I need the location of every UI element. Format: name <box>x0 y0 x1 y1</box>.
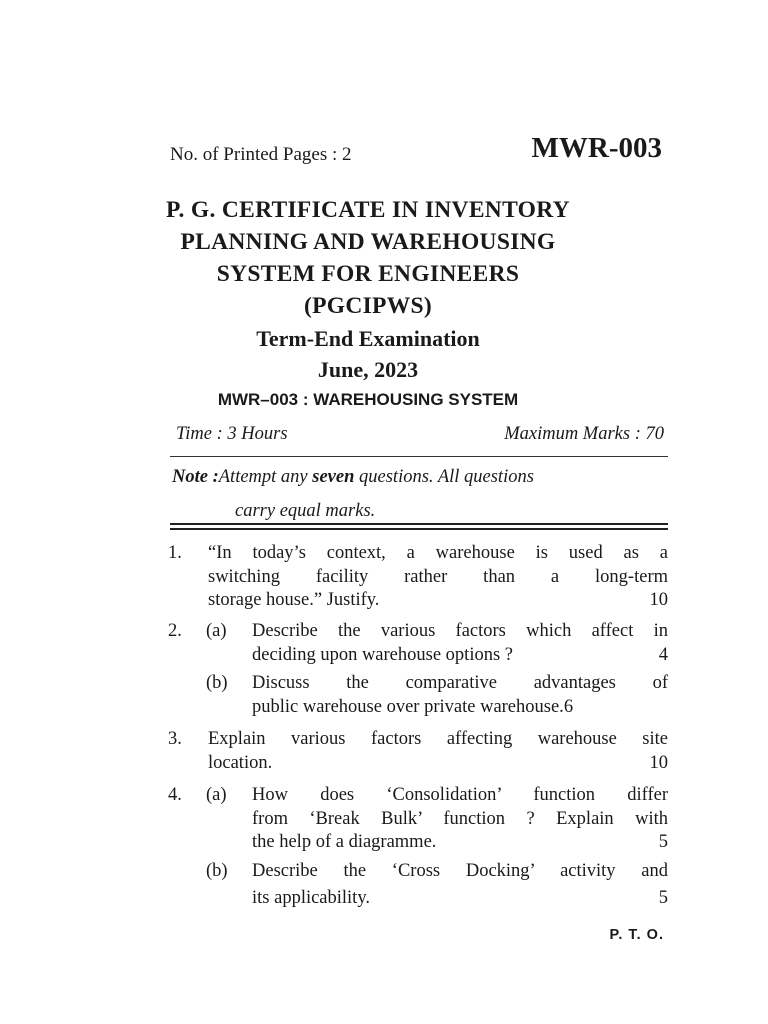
question-part-a <box>206 784 668 855</box>
printed-pages-count: No. of Printed Pages : 2 <box>170 144 352 165</box>
question-part-a <box>206 620 668 667</box>
question-text-line: “In today’s context, a warehouse is used as a <box>208 543 668 563</box>
question-text-line: its applicability. <box>252 888 371 908</box>
question-text-line: deciding upon warehouse options ? <box>252 644 513 665</box>
question-marks: 5 <box>658 888 668 908</box>
divider-double-upper <box>170 523 668 525</box>
part-label: (b) <box>206 860 228 881</box>
question-4 <box>168 784 668 911</box>
paper-code: MWR-003 <box>531 132 662 164</box>
title-block <box>150 194 586 413</box>
please-turn-over: P. T. O. <box>609 927 664 943</box>
note-text-line-2: carry equal marks. <box>235 501 376 521</box>
question-text-line: switching facility rather than a long-term <box>208 566 668 587</box>
note-emphasis: seven <box>312 467 355 487</box>
question-text-line: public warehouse over private warehouse. <box>252 696 564 717</box>
question-marks: 5 <box>658 832 668 852</box>
note-text-pre: Attempt any <box>218 467 313 487</box>
instructions-note <box>172 460 668 528</box>
question-text-line: Describe the various factors which affect in <box>252 621 668 641</box>
divider-double-lower <box>170 528 668 530</box>
question-text-line: How does ‘Consolidation’ function differ <box>252 785 668 805</box>
part-label: (a) <box>206 621 227 641</box>
exam-date: June, 2023 <box>317 357 419 382</box>
question-part-b <box>206 672 668 719</box>
question-marks: 10 <box>649 590 668 610</box>
question-number: 1. <box>168 543 182 563</box>
question-part-b <box>206 860 668 911</box>
question-number: 4. <box>168 785 182 805</box>
question-text-line: storage house.” Justify. <box>208 590 380 610</box>
question-marks: 10 <box>649 752 668 773</box>
question-text-line: Describe the ‘Cross Docking’ activity and <box>252 860 668 881</box>
question-1 <box>168 542 668 613</box>
question-number: 2. <box>168 621 182 641</box>
question-number: 3. <box>168 729 182 749</box>
question-text-line: from ‘Break Bulk’ function ? Explain with <box>252 808 668 829</box>
course-title: MWR–003 : WAREHOUSING SYSTEM <box>217 390 519 409</box>
question-text-line: Discuss the comparative advantages of <box>252 673 668 693</box>
question-text-line: Explain various factors affecting warehouse site <box>208 729 668 749</box>
programme-abbreviation: (PGCIPWS) <box>303 293 433 319</box>
question-3 <box>168 728 668 775</box>
programme-title-line-3: SYSTEM FOR ENGINEERS <box>216 261 520 287</box>
programme-title-line-2: PLANNING AND WAREHOUSING <box>180 229 556 255</box>
question-2 <box>168 620 668 719</box>
part-label: (a) <box>206 785 227 805</box>
question-marks: 6 <box>563 696 574 717</box>
maximum-marks: Maximum Marks : 70 <box>504 424 664 444</box>
question-marks: 4 <box>658 644 668 665</box>
question-text-line: location. <box>208 752 273 773</box>
time-allowed: Time : 3 Hours <box>176 424 288 444</box>
programme-title-line-1: P. G. CERTIFICATE IN INVENTORY <box>166 197 570 223</box>
divider-top <box>170 456 668 457</box>
exam-name: Term-End Examination <box>256 326 480 351</box>
part-label: (b) <box>206 673 228 693</box>
note-text-post: questions. All questions <box>354 467 534 487</box>
note-label: Note : <box>172 467 219 487</box>
question-text-line: the help of a diagramme. <box>252 832 437 852</box>
